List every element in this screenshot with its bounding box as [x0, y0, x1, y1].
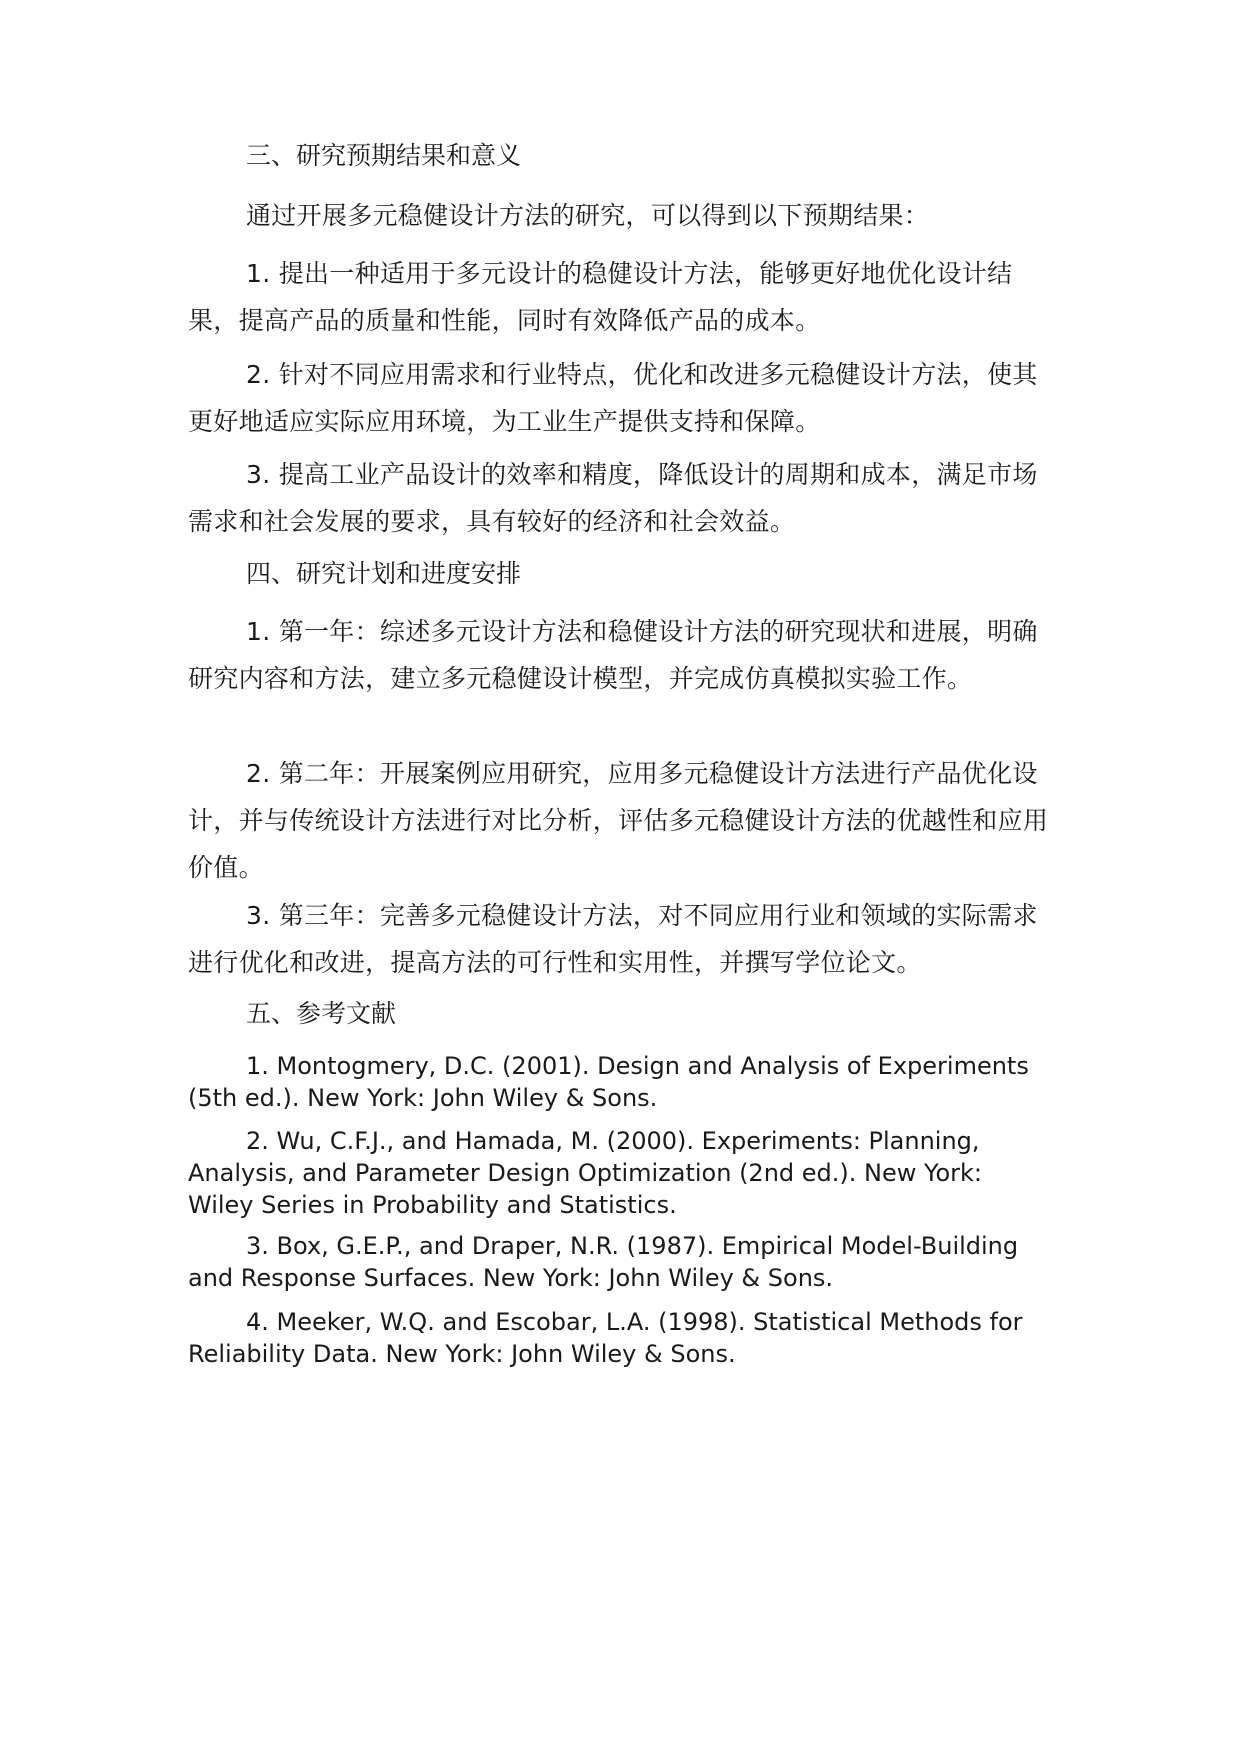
plan-year-2: 2. 第二年：开展案例应用研究，应用多元稳健设计方法进行产品优化设计，并与传统设计方法进行对比分析，评估多元稳健设计方法的优越性和应用价值。	[188, 759, 1049, 882]
reference-4: 4. Meeker, W.Q. and Escobar, L.A. (1998). Statistical Methods for Reliability Data. New York: John Wiley & Sons.	[188, 1308, 1023, 1368]
expected-result-1: 1. 提出一种适用于多元设计的稳健设计方法，能够更好地优化设计结果，提高产品的质量和性能，同时有效降低产品的成本。	[188, 259, 1013, 335]
reference-3: 3. Box, G.E.P., and Draper, N.R. (1987). Empirical Model-Building and Response Surfaces. New York: John Wiley & Sons.	[188, 1232, 1019, 1292]
expected-result-2: 2. 针对不同应用需求和行业特点，优化和改进多元稳健设计方法，使其更好地适应实际应用环境，为工业生产提供支持和保障。	[188, 360, 1038, 436]
reference-1: 1. Montogmery, D.C. (2001). Design and Analysis of Experiments (5th ed.). New York: John Wiley & Sons.	[188, 1052, 1029, 1112]
expected-result-3: 3. 提高工业产品设计的效率和精度，降低设计的周期和成本，满足市场需求和社会发展的要求，具有较好的经济和社会效益。	[188, 460, 1038, 536]
section-3-heading: 三、研究预期结果和意义	[246, 141, 522, 170]
plan-year-3: 3. 第三年：完善多元稳健设计方法，对不同应用行业和领域的实际需求进行优化和改进，提高方法的可行性和实用性，并撰写学位论文。	[188, 901, 1038, 977]
section-3-intro: 通过开展多元稳健设计方法的研究，可以得到以下预期结果：	[246, 201, 930, 230]
section-4-heading: 四、研究计划和进度安排	[246, 559, 522, 588]
document-page	[188, 0, 1050, 1754]
reference-2: 2. Wu, C.F.J., and Hamada, M. (2000). Experiments: Planning, Analysis, and Parameter Design Optimization (2nd ed.). New York: Wiley Series in Probability and Statistics.	[188, 1127, 983, 1219]
section-5-heading: 五、参考文献	[246, 999, 397, 1028]
plan-year-1: 1. 第一年：综述多元设计方法和稳健设计方法的研究现状和进展，明确研究内容和方法，建立多元稳健设计模型，并完成仿真模拟实验工作。	[188, 617, 1038, 693]
